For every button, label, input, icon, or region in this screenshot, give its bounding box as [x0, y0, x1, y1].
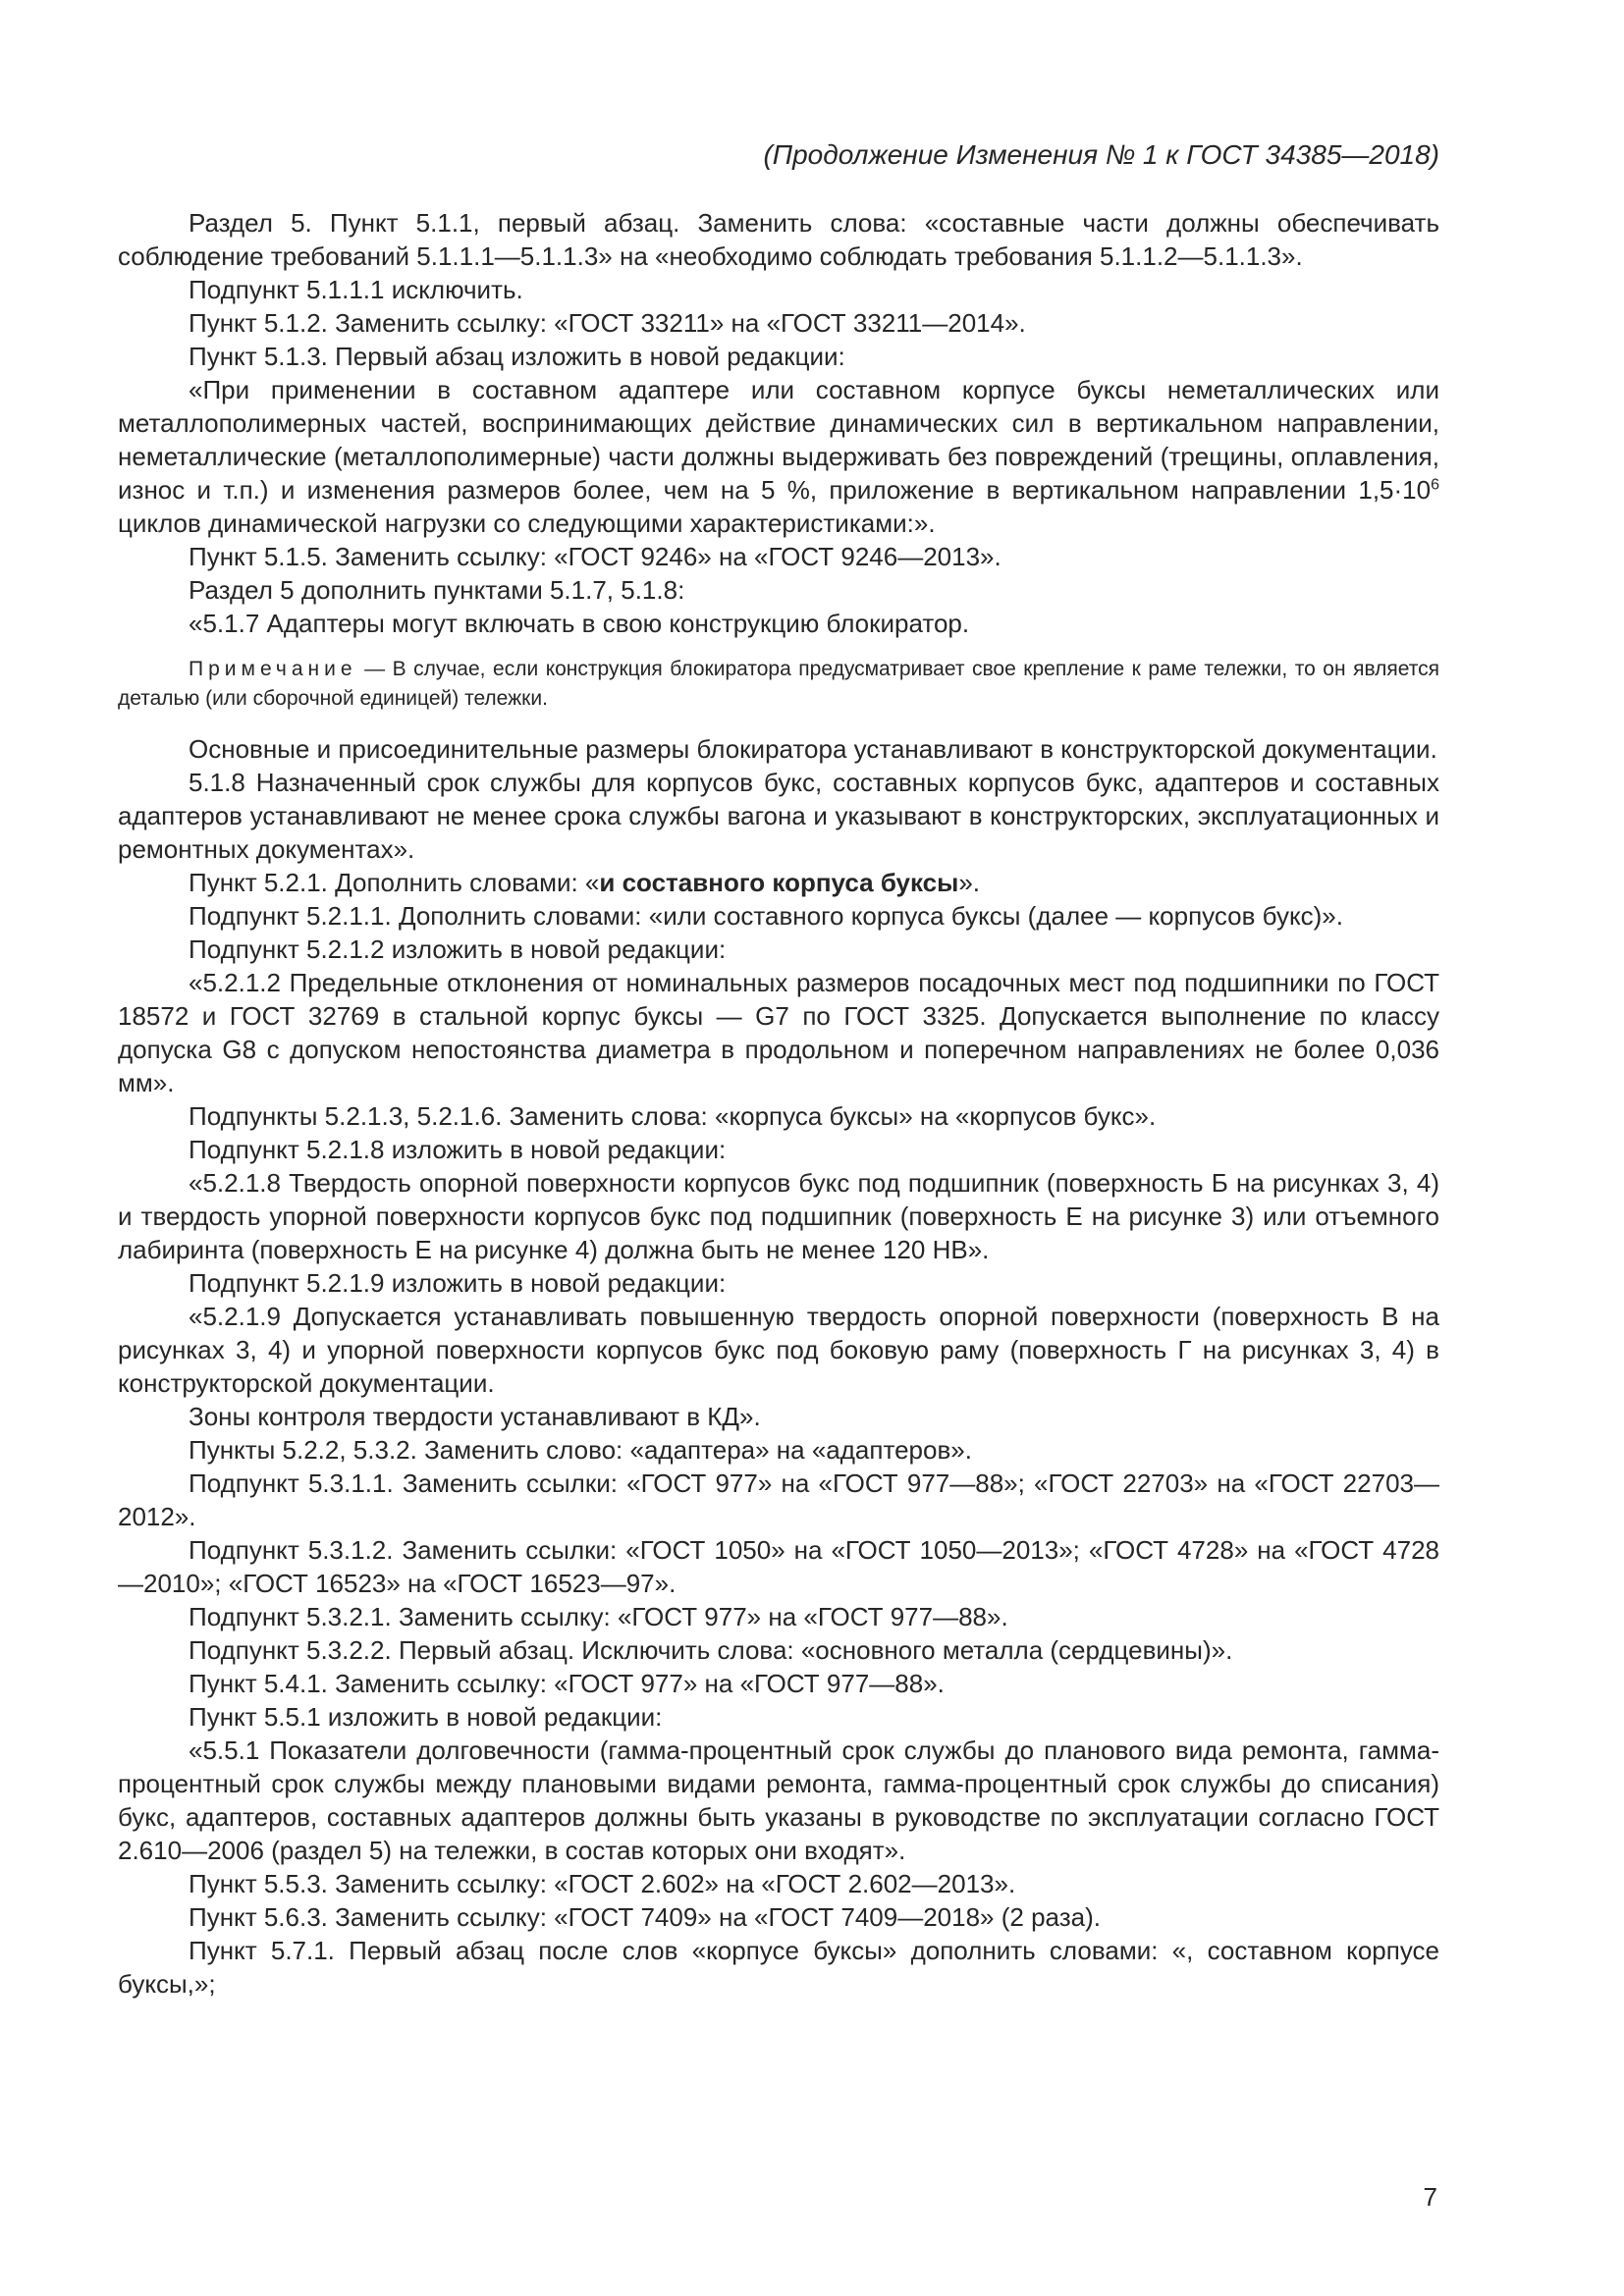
paragraph: Основные и присоединительные размеры блокиратора устанавливают в конструкторской документации.: [189, 734, 1437, 764]
paragraph-text: Пункт 5.2.1. Дополнить словами: «: [189, 868, 600, 897]
superscript: 6: [1431, 476, 1439, 494]
paragraph: [118, 373, 1439, 540]
paragraph: [118, 866, 1439, 899]
paragraph: Зоны контроля твердости устанавливают в КД».: [189, 1402, 761, 1431]
page-header: (Продолжение Изменения № 1 к ГОСТ 34385—2018): [763, 139, 1439, 170]
paragraph: Пункт 5.6.3. Заменить ссылку: «ГОСТ 7409» на «ГОСТ 7409—2018» (2 раза).: [189, 1902, 1101, 1932]
note-label: Примечание: [189, 658, 357, 680]
bold-text: и составного корпуса буксы: [599, 868, 959, 897]
paragraph: Пункт 5.1.2. Заменить ссылку: «ГОСТ 33211» на «ГОСТ 33211—2014».: [189, 308, 1026, 338]
note-text: — В случае, если конструкция блокиратора предусматривает свое крепление к раме тележки, то он является деталью (или сборочной единицей) тележки.: [118, 658, 1439, 710]
paragraph: «5.2.1.9 Допускается устанавливать повышенную твердость опорной поверхности (поверхность В на рисунках 3, 4) и упорной поверхности корпусов букс под боковую раму (поверхность Г на рисунках 3, 4) в конструкторской документации.: [118, 1302, 1439, 1398]
paragraph: Подпункт 5.3.2.2. Первый абзац. Исключить слова: «основного металла (сердцевины)».: [189, 1635, 1233, 1665]
page-number: 7: [1423, 2182, 1437, 2212]
paragraph: Подпункт 5.2.1.8 изложить в новой редакции:: [189, 1135, 727, 1164]
paragraph: «5.2.1.8 Твердость опорной поверхности корпусов букс под подшипник (поверхность Б на рисунках 3, 4) и твердость упорной поверхности корпусов букс под подшипник (поверхность Е на рисунке 3) или отъемного лабиринта (поверхность Е на рисунке 4) должна быть не менее 120 НВ».: [118, 1168, 1439, 1264]
paragraph: Подпункт 5.2.1.9 изложить в новой редакции:: [189, 1268, 727, 1298]
paragraph: Раздел 5. Пункт 5.1.1, первый абзац. Заменить слова: «составные части должны обеспечивать соблюдение требований 5.1.1.1—5.1.1.3» на «необходимо соблюдать требования 5.1.1.2—5.1.1.3».: [118, 208, 1439, 271]
paragraph: «5.2.1.2 Предельные отклонения от номинальных размеров посадочных мест под подшипники по ГОСТ 18572 и ГОСТ 32769 в стальной корпус буксы — G7 по ГОСТ 3325. Допускается выполнение по классу допуска G8 с допуском непостоянства диаметра в продольном и поперечном направлениях не более 0,036 мм».: [118, 968, 1439, 1097]
paragraph-text-tail: циклов динамической нагрузки со следующими характеристиками:».: [118, 508, 936, 538]
paragraph-text: «При применении в составном адаптере или составном корпусе буксы неметаллических или металлополимерных частей, воспринимающих действие динамических сил в вертикальном направлении, неметаллические (металлополимерные) части должны выдерживать без повреждений (трещины, оплавления, износ и т.п.) и изменения размеров более, чем на 5 %, приложение в вертикальном направлении 1,5·10: [118, 375, 1439, 505]
paragraph: Подпункт 5.3.1.1. Заменить ссылки: «ГОСТ 977» на «ГОСТ 977—88»; «ГОСТ 22703» на «ГОСТ 22703—2012».: [118, 1468, 1439, 1531]
note: [118, 655, 1439, 714]
paragraph: Подпункт 5.3.2.1. Заменить ссылку: «ГОСТ 977» на «ГОСТ 977—88».: [189, 1602, 1008, 1631]
paragraph: 5.1.8 Назначенный срок службы для корпусов букс, составных корпусов букс, адаптеров и составных адаптеров устанавливают не менее срока службы вагона и указывают в конструкторских, эксплуатационных и ремонтных документах».: [118, 768, 1439, 864]
paragraph: «5.5.1 Показатели долговечности (гамма-процентный срок службы до планового вида ремонта, гамма-процентный срок службы между плановыми видами ремонта, гамма-процентный срок службы до списания) букс, адаптеров, составных адаптеров должны быть указаны в руководстве по эксплуатации согласно ГОСТ 2.610—2006 (раздел 5) на тележки, в состав которых они входят».: [118, 1735, 1439, 1865]
paragraph: Подпункты 5.2.1.3, 5.2.1.6. Заменить слова: «корпуса буксы» на «корпусов букс».: [189, 1101, 1157, 1131]
paragraph: Пункт 5.7.1. Первый абзац после слов «корпусе буксы» дополнить словами: «, составном корпусе буксы,»;: [118, 1936, 1439, 1999]
paragraph: Пункты 5.2.2, 5.3.2. Заменить слово: «адаптера» на «адаптеров».: [189, 1435, 972, 1465]
paragraph: «5.1.7 Адаптеры могут включать в свою конструкцию блокиратор.: [189, 609, 970, 638]
paragraph: Пункт 5.4.1. Заменить ссылку: «ГОСТ 977» на «ГОСТ 977—88».: [189, 1669, 945, 1698]
paragraph: Подпункт 5.3.1.2. Заменить ссылки: «ГОСТ 1050» на «ГОСТ 1050—2013»; «ГОСТ 4728» на «ГОСТ 4728—2010»; «ГОСТ 16523» на «ГОСТ 16523—97».: [118, 1535, 1439, 1598]
paragraph: Пункт 5.1.3. Первый абзац изложить в новой редакции:: [189, 342, 845, 371]
paragraph: Раздел 5 дополнить пунктами 5.1.7, 5.1.8:: [189, 575, 685, 605]
paragraph: Пункт 5.1.5. Заменить ссылку: «ГОСТ 9246» на «ГОСТ 9246—2013».: [189, 542, 1001, 571]
paragraph: Подпункт 5.2.1.2 изложить в новой редакции:: [189, 934, 727, 964]
paragraph-text-tail: ».: [958, 868, 981, 897]
paragraph: Пункт 5.5.3. Заменить ссылку: «ГОСТ 2.602» на «ГОСТ 2.602—2013».: [189, 1869, 1016, 1898]
paragraph: Пункт 5.5.1 изложить в новой редакции:: [189, 1702, 663, 1732]
document-body: [118, 206, 1439, 2001]
paragraph: Подпункт 5.2.1.1. Дополнить словами: «или составного корпуса буксы (далее — корпусов букс)».: [189, 901, 1343, 931]
paragraph: Подпункт 5.1.1.1 исключить.: [189, 275, 523, 304]
